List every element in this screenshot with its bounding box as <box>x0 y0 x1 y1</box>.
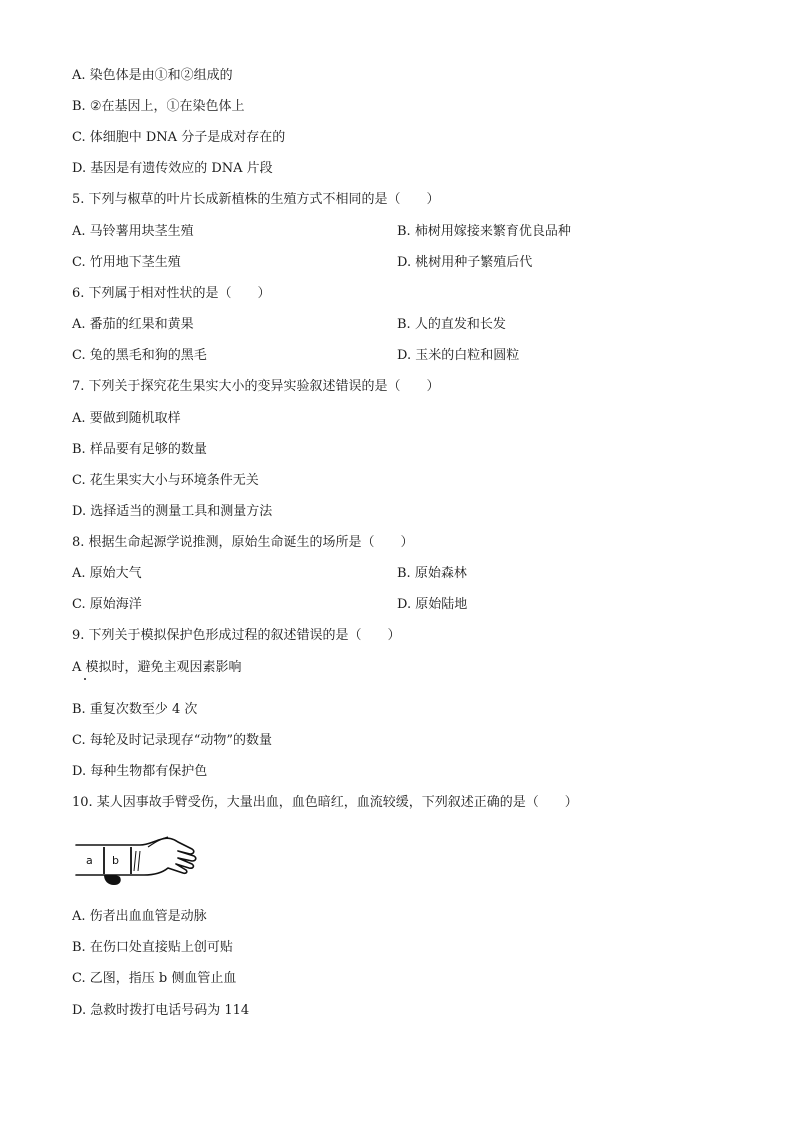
q9-option-b: B. 重复次数至少 4 次 <box>72 702 198 717</box>
figure-label-b: b <box>112 854 119 867</box>
q6-option-b: B. 人的直发和长发 <box>397 317 506 332</box>
q10-option-a: A. 伤者出血血管是动脉 <box>72 909 207 924</box>
q6-option-a: A. 番茄的红果和黄果 <box>72 317 194 332</box>
q7-stem: 7. 下列关于探究花生果实大小的变异实验叙述错误的是（ ） <box>72 379 440 394</box>
q8-option-d: D. 原始陆地 <box>397 597 468 612</box>
q7-option-d: D. 选择适当的测量工具和测量方法 <box>72 504 273 519</box>
q4-option-b: B. ②在基因上，①在染色体上 <box>72 99 245 114</box>
q4-option-c: C. 体细胞中 DNA 分子是成对存在的 <box>72 130 286 145</box>
q9-stem: 9. 下列关于模拟保护色形成过程的叙述错误的是（ ） <box>72 628 401 643</box>
q7-option-c: C. 花生果实大小与环境条件无关 <box>72 473 259 488</box>
q8-option-b: B. 原始森林 <box>397 566 467 581</box>
blood-drip <box>104 875 121 885</box>
q9-option-a: A 模拟时，避免主观因素影响 <box>72 660 242 675</box>
q10-option-d: D. 急救时拨打电话号码为 114 <box>72 1003 250 1018</box>
arm-wound-drawing <box>74 833 200 891</box>
figure-label-a: a <box>86 854 93 867</box>
arm-wound-figure <box>74 833 200 891</box>
q4-option-d: D. 基因是有遗传效应的 DNA 片段 <box>72 161 273 176</box>
q10-stem: 10. 某人因事故手臂受伤，大量出血，血色暗红，血流较缓，下列叙述正确的是（ ） <box>72 795 578 810</box>
q5-option-c: C. 竹用地下茎生殖 <box>72 255 181 270</box>
q9-option-a-dot <box>84 678 86 680</box>
q9-option-c: C. 每轮及时记录现存“动物”的数量 <box>72 733 273 748</box>
q10-option-c: C. 乙图，指压 b 侧血管止血 <box>72 971 237 986</box>
q6-option-c: C. 兔的黑毛和狗的黑毛 <box>72 348 207 363</box>
q8-option-c: C. 原始海洋 <box>72 597 142 612</box>
q9-option-d: D. 每种生物都有保护色 <box>72 764 208 779</box>
arm-crease <box>134 851 140 871</box>
q5-option-a: A. 马铃薯用块茎生殖 <box>72 224 194 239</box>
q7-option-a: A. 要做到随机取样 <box>72 411 181 426</box>
q5-option-d: D. 桃树用种子繁殖后代 <box>397 255 533 270</box>
q8-option-a: A. 原始大气 <box>72 566 142 581</box>
q10-option-b: B. 在伤口处直接贴上创可贴 <box>72 940 233 955</box>
q5-option-b: B. 柿树用嫁接来繁育优良品种 <box>397 224 571 239</box>
q6-stem: 6. 下列属于相对性状的是（ ） <box>72 286 271 301</box>
q7-option-b: B. 样品要有足够的数量 <box>72 442 207 457</box>
q8-stem: 8. 根据生命起源学说推测，原始生命诞生的场所是（ ） <box>72 535 414 550</box>
q6-option-d: D. 玉米的白粒和圆粒 <box>397 348 520 363</box>
q5-stem: 5. 下列与椒草的叶片长成新植株的生殖方式不相同的是（ ） <box>72 192 440 207</box>
q4-option-a: A. 染色体是由①和②组成的 <box>72 68 233 83</box>
